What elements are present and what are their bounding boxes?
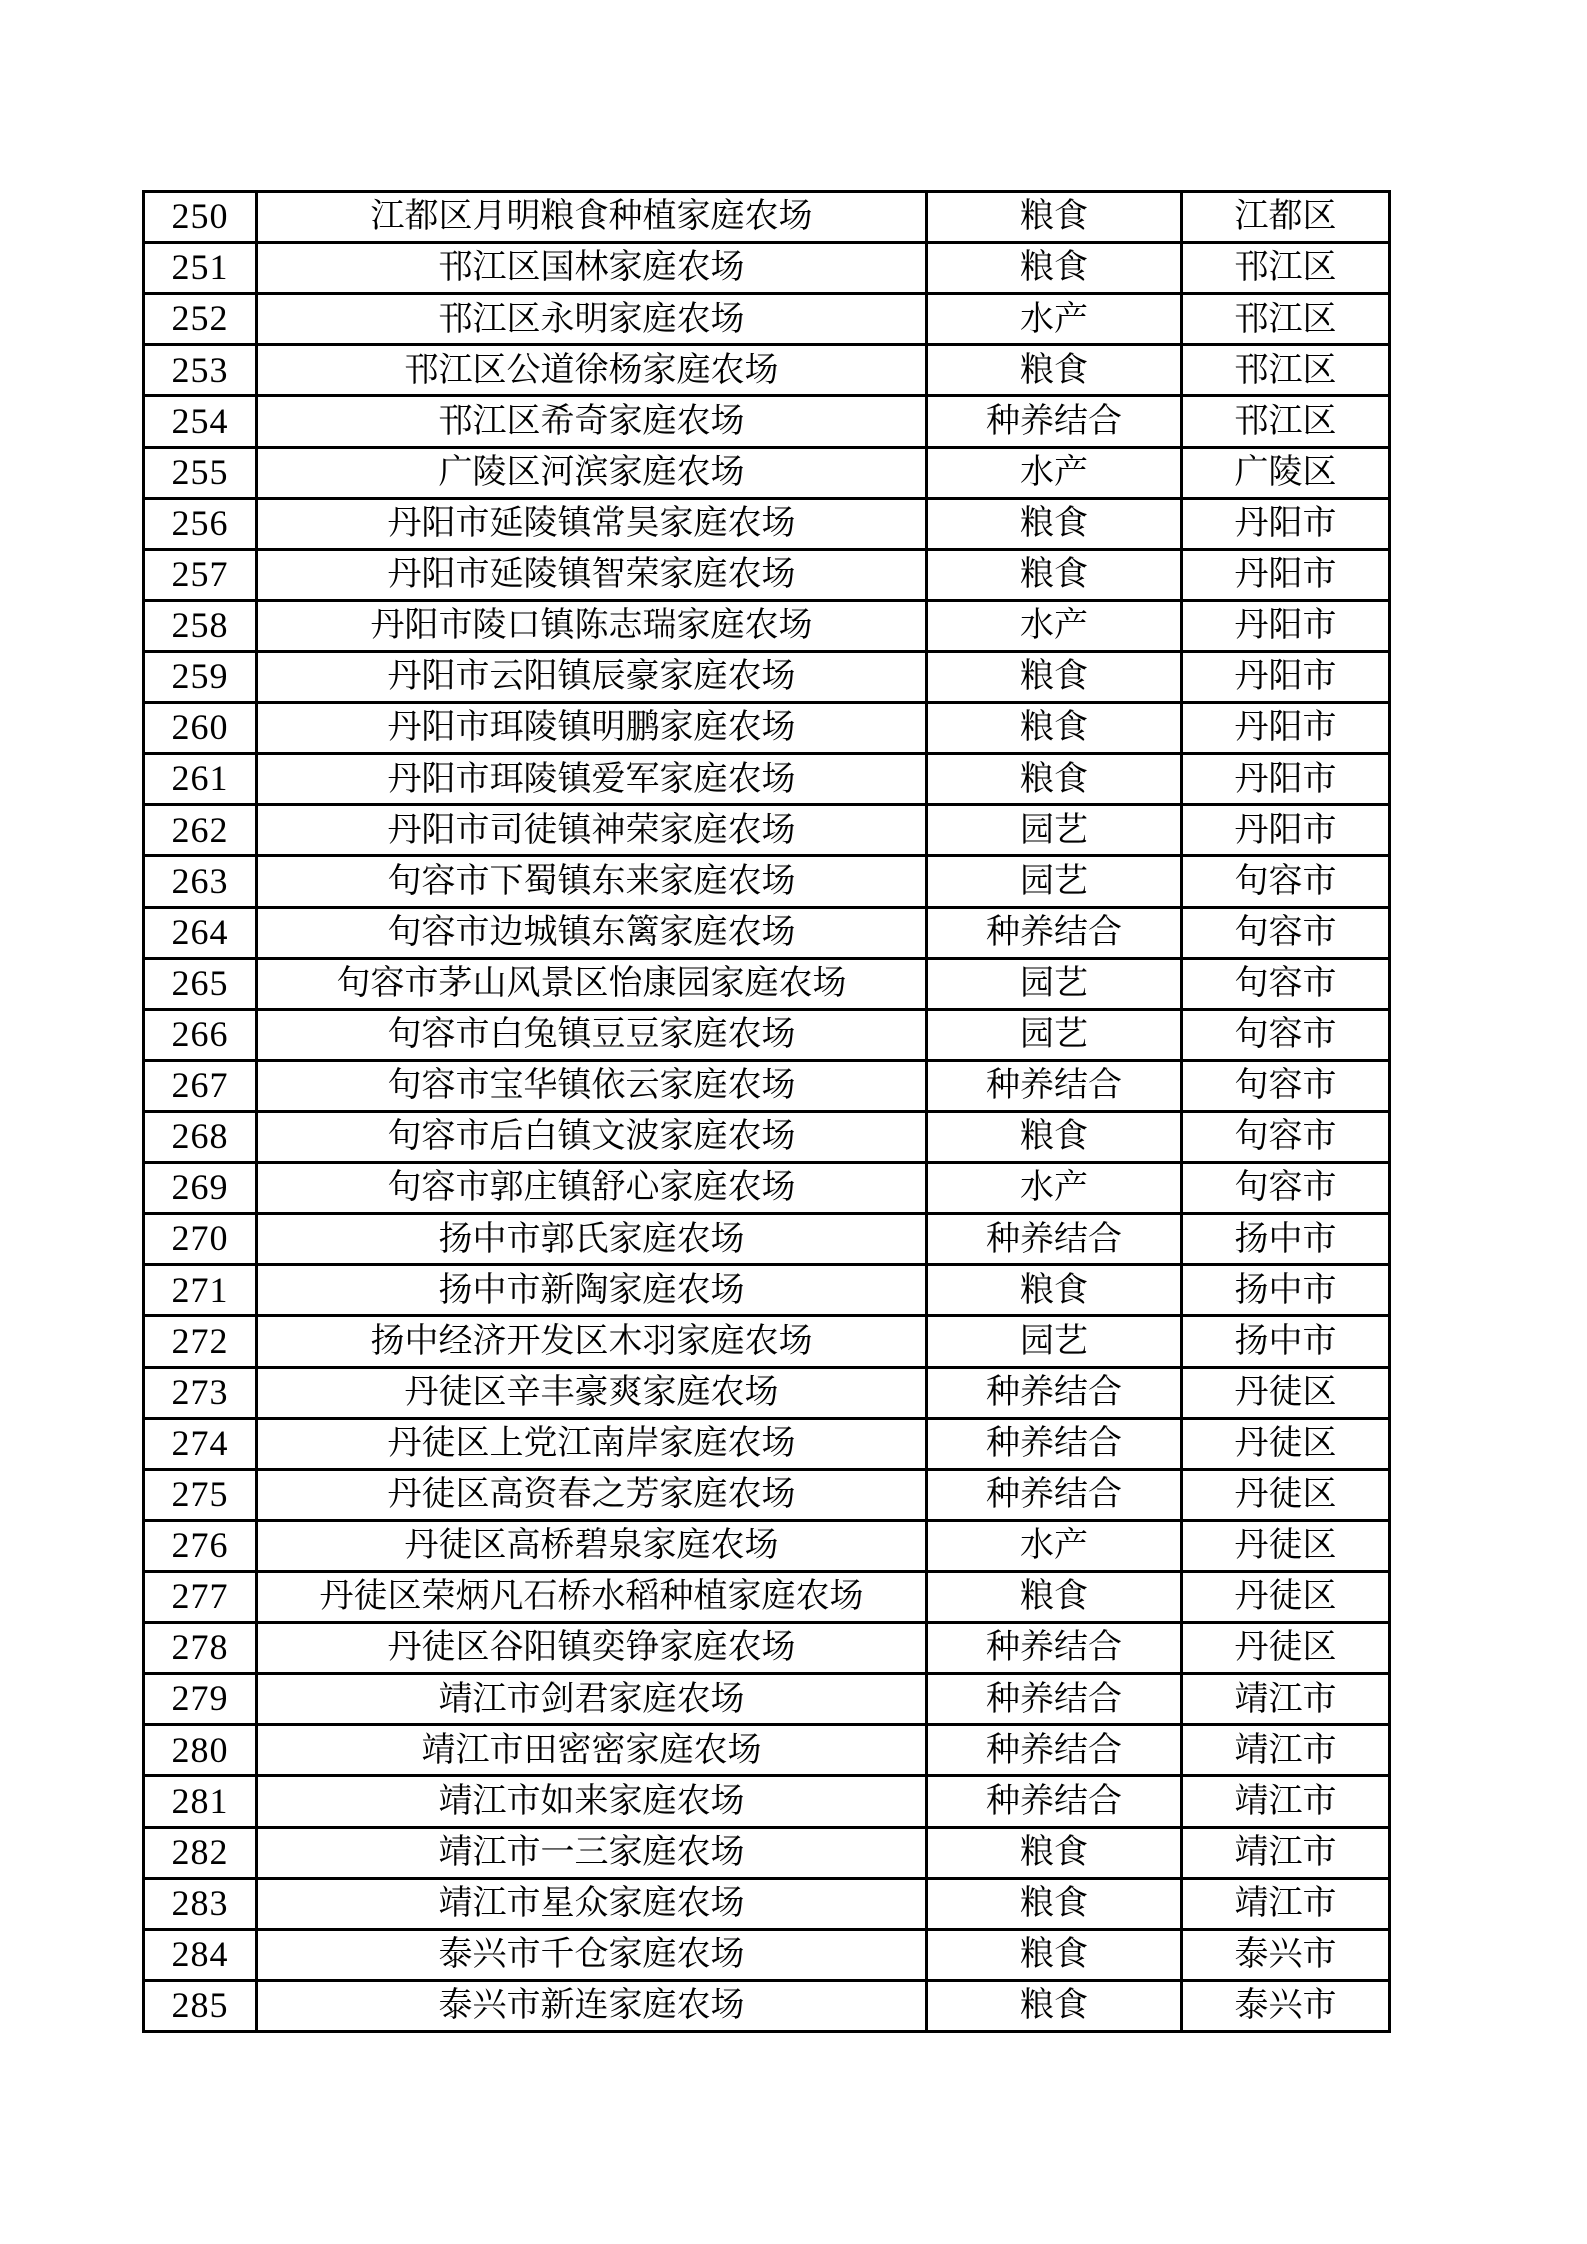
table-row <box>144 447 1390 498</box>
farm-name-cell: 丹阳市延陵镇常昊家庭农场 <box>257 498 927 549</box>
region-cell: 靖江市 <box>1182 1776 1390 1827</box>
row-number-cell: 282 <box>144 1827 257 1878</box>
row-number-cell: 274 <box>144 1418 257 1469</box>
table-row <box>144 243 1390 294</box>
table-row <box>144 1520 1390 1571</box>
table-row <box>144 1060 1390 1111</box>
type-cell: 水产 <box>927 447 1182 498</box>
type-cell: 粮食 <box>927 498 1182 549</box>
type-cell: 水产 <box>927 294 1182 345</box>
table-row <box>144 958 1390 1009</box>
table-row <box>144 754 1390 805</box>
farm-name-cell: 丹徒区辛丰豪爽家庭农场 <box>257 1367 927 1418</box>
type-cell: 园艺 <box>927 856 1182 907</box>
farm-name-cell: 邗江区国林家庭农场 <box>257 243 927 294</box>
type-cell: 粮食 <box>927 1111 1182 1162</box>
region-cell: 靖江市 <box>1182 1725 1390 1776</box>
table-row <box>144 1674 1390 1725</box>
table-row <box>144 1418 1390 1469</box>
table-row <box>144 1009 1390 1060</box>
row-number-cell: 272 <box>144 1316 257 1367</box>
table-row <box>144 498 1390 549</box>
region-cell: 句容市 <box>1182 1111 1390 1162</box>
region-cell: 泰兴市 <box>1182 1980 1390 2031</box>
row-number-cell: 271 <box>144 1265 257 1316</box>
farm-name-cell: 丹阳市延陵镇智荣家庭农场 <box>257 549 927 600</box>
region-cell: 丹徒区 <box>1182 1367 1390 1418</box>
type-cell: 园艺 <box>927 1009 1182 1060</box>
type-cell: 水产 <box>927 600 1182 651</box>
type-cell: 种养结合 <box>927 1776 1182 1827</box>
region-cell: 句容市 <box>1182 1009 1390 1060</box>
row-number-cell: 258 <box>144 600 257 651</box>
farm-name-cell: 丹阳市珥陵镇明鹏家庭农场 <box>257 703 927 754</box>
type-cell: 园艺 <box>927 958 1182 1009</box>
row-number-cell: 264 <box>144 907 257 958</box>
region-cell: 邗江区 <box>1182 396 1390 447</box>
table-row <box>144 703 1390 754</box>
table-row <box>144 1214 1390 1265</box>
farm-name-cell: 丹阳市陵口镇陈志瑞家庭农场 <box>257 600 927 651</box>
type-cell: 种养结合 <box>927 1623 1182 1674</box>
table-row <box>144 396 1390 447</box>
table-row <box>144 1776 1390 1827</box>
farm-name-cell: 扬中市新陶家庭农场 <box>257 1265 927 1316</box>
table-row <box>144 1367 1390 1418</box>
region-cell: 句容市 <box>1182 1060 1390 1111</box>
row-number-cell: 251 <box>144 243 257 294</box>
farm-name-cell: 邗江区公道徐杨家庭农场 <box>257 345 927 396</box>
farm-name-cell: 句容市宝华镇依云家庭农场 <box>257 1060 927 1111</box>
table-row <box>144 1571 1390 1622</box>
region-cell: 句容市 <box>1182 958 1390 1009</box>
table-row <box>144 1163 1390 1214</box>
row-number-cell: 263 <box>144 856 257 907</box>
farm-name-cell: 扬中经济开发区木羽家庭农场 <box>257 1316 927 1367</box>
row-number-cell: 259 <box>144 651 257 702</box>
type-cell: 粮食 <box>927 1929 1182 1980</box>
farm-name-cell: 泰兴市新连家庭农场 <box>257 1980 927 2031</box>
row-number-cell: 270 <box>144 1214 257 1265</box>
type-cell: 种养结合 <box>927 396 1182 447</box>
region-cell: 邗江区 <box>1182 345 1390 396</box>
row-number-cell: 284 <box>144 1929 257 1980</box>
table-row <box>144 1265 1390 1316</box>
region-cell: 丹阳市 <box>1182 805 1390 856</box>
farm-name-cell: 靖江市一三家庭农场 <box>257 1827 927 1878</box>
family-farm-table <box>142 190 1391 2033</box>
type-cell: 种养结合 <box>927 1060 1182 1111</box>
region-cell: 丹阳市 <box>1182 754 1390 805</box>
region-cell: 扬中市 <box>1182 1316 1390 1367</box>
region-cell: 句容市 <box>1182 1163 1390 1214</box>
row-number-cell: 262 <box>144 805 257 856</box>
row-number-cell: 261 <box>144 754 257 805</box>
farm-name-cell: 句容市郭庄镇舒心家庭农场 <box>257 1163 927 1214</box>
region-cell: 扬中市 <box>1182 1214 1390 1265</box>
type-cell: 种养结合 <box>927 907 1182 958</box>
region-cell: 丹阳市 <box>1182 549 1390 600</box>
farm-name-cell: 句容市白兔镇豆豆家庭农场 <box>257 1009 927 1060</box>
row-number-cell: 281 <box>144 1776 257 1827</box>
row-number-cell: 260 <box>144 703 257 754</box>
row-number-cell: 269 <box>144 1163 257 1214</box>
region-cell: 丹徒区 <box>1182 1571 1390 1622</box>
farm-name-cell: 丹徒区上党江南岸家庭农场 <box>257 1418 927 1469</box>
type-cell: 园艺 <box>927 805 1182 856</box>
type-cell: 种养结合 <box>927 1725 1182 1776</box>
table-row <box>144 1929 1390 1980</box>
table-row <box>144 1623 1390 1674</box>
type-cell: 粮食 <box>927 1980 1182 2031</box>
table-row <box>144 856 1390 907</box>
type-cell: 粮食 <box>927 703 1182 754</box>
row-number-cell: 266 <box>144 1009 257 1060</box>
table-row <box>144 805 1390 856</box>
table-row <box>144 1316 1390 1367</box>
table-row <box>144 1469 1390 1520</box>
farm-name-cell: 丹徒区高资春之芳家庭农场 <box>257 1469 927 1520</box>
type-cell: 粮食 <box>927 345 1182 396</box>
type-cell: 种养结合 <box>927 1367 1182 1418</box>
region-cell: 句容市 <box>1182 856 1390 907</box>
region-cell: 句容市 <box>1182 907 1390 958</box>
farm-name-cell: 句容市后白镇文波家庭农场 <box>257 1111 927 1162</box>
farm-name-cell: 丹阳市珥陵镇爱军家庭农场 <box>257 754 927 805</box>
row-number-cell: 280 <box>144 1725 257 1776</box>
row-number-cell: 250 <box>144 192 257 243</box>
farm-name-cell: 广陵区河滨家庭农场 <box>257 447 927 498</box>
row-number-cell: 276 <box>144 1520 257 1571</box>
type-cell: 水产 <box>927 1163 1182 1214</box>
row-number-cell: 273 <box>144 1367 257 1418</box>
table-row <box>144 1980 1390 2031</box>
region-cell: 靖江市 <box>1182 1674 1390 1725</box>
row-number-cell: 265 <box>144 958 257 1009</box>
row-number-cell: 252 <box>144 294 257 345</box>
farm-name-cell: 江都区月明粮食种植家庭农场 <box>257 192 927 243</box>
region-cell: 泰兴市 <box>1182 1929 1390 1980</box>
type-cell: 粮食 <box>927 1265 1182 1316</box>
farm-name-cell: 靖江市剑君家庭农场 <box>257 1674 927 1725</box>
type-cell: 粮食 <box>927 192 1182 243</box>
type-cell: 园艺 <box>927 1316 1182 1367</box>
type-cell: 粮食 <box>927 754 1182 805</box>
type-cell: 种养结合 <box>927 1214 1182 1265</box>
table-row <box>144 549 1390 600</box>
row-number-cell: 285 <box>144 1980 257 2031</box>
row-number-cell: 256 <box>144 498 257 549</box>
farm-name-cell: 丹徒区高桥碧泉家庭农场 <box>257 1520 927 1571</box>
farm-name-cell: 靖江市如来家庭农场 <box>257 1776 927 1827</box>
region-cell: 靖江市 <box>1182 1878 1390 1929</box>
region-cell: 邗江区 <box>1182 243 1390 294</box>
farm-name-cell: 泰兴市千仓家庭农场 <box>257 1929 927 1980</box>
farm-name-cell: 丹阳市司徒镇神荣家庭农场 <box>257 805 927 856</box>
row-number-cell: 268 <box>144 1111 257 1162</box>
farm-name-cell: 邗江区希奇家庭农场 <box>257 396 927 447</box>
type-cell: 水产 <box>927 1520 1182 1571</box>
type-cell: 粮食 <box>927 1827 1182 1878</box>
region-cell: 靖江市 <box>1182 1827 1390 1878</box>
row-number-cell: 275 <box>144 1469 257 1520</box>
table-row <box>144 907 1390 958</box>
table-row <box>144 345 1390 396</box>
region-cell: 丹徒区 <box>1182 1469 1390 1520</box>
table-row <box>144 192 1390 243</box>
farm-name-cell: 靖江市星众家庭农场 <box>257 1878 927 1929</box>
farm-name-cell: 句容市下蜀镇东来家庭农场 <box>257 856 927 907</box>
row-number-cell: 253 <box>144 345 257 396</box>
region-cell: 广陵区 <box>1182 447 1390 498</box>
row-number-cell: 277 <box>144 1571 257 1622</box>
table-row <box>144 1725 1390 1776</box>
region-cell: 丹阳市 <box>1182 651 1390 702</box>
row-number-cell: 255 <box>144 447 257 498</box>
region-cell: 扬中市 <box>1182 1265 1390 1316</box>
type-cell: 粮食 <box>927 1878 1182 1929</box>
type-cell: 种养结合 <box>927 1674 1182 1725</box>
table-row <box>144 1878 1390 1929</box>
type-cell: 种养结合 <box>927 1469 1182 1520</box>
farm-name-cell: 句容市边城镇东篱家庭农场 <box>257 907 927 958</box>
type-cell: 粮食 <box>927 1571 1182 1622</box>
table-row <box>144 651 1390 702</box>
farm-name-cell: 丹徒区谷阳镇奕铮家庭农场 <box>257 1623 927 1674</box>
row-number-cell: 283 <box>144 1878 257 1929</box>
table-row <box>144 1827 1390 1878</box>
region-cell: 丹阳市 <box>1182 703 1390 754</box>
region-cell: 江都区 <box>1182 192 1390 243</box>
type-cell: 粮食 <box>927 651 1182 702</box>
farm-name-cell: 扬中市郭氏家庭农场 <box>257 1214 927 1265</box>
region-cell: 丹阳市 <box>1182 498 1390 549</box>
farm-name-cell: 丹徒区荣炳凡石桥水稻种植家庭农场 <box>257 1571 927 1622</box>
farm-name-cell: 靖江市田密密家庭农场 <box>257 1725 927 1776</box>
region-cell: 邗江区 <box>1182 294 1390 345</box>
farm-name-cell: 丹阳市云阳镇辰豪家庭农场 <box>257 651 927 702</box>
region-cell: 丹阳市 <box>1182 600 1390 651</box>
row-number-cell: 257 <box>144 549 257 600</box>
region-cell: 丹徒区 <box>1182 1623 1390 1674</box>
table-row <box>144 294 1390 345</box>
region-cell: 丹徒区 <box>1182 1418 1390 1469</box>
table-row <box>144 1111 1390 1162</box>
farm-name-cell: 句容市茅山风景区怡康园家庭农场 <box>257 958 927 1009</box>
type-cell: 粮食 <box>927 243 1182 294</box>
farm-table-body <box>144 192 1390 2032</box>
row-number-cell: 267 <box>144 1060 257 1111</box>
type-cell: 种养结合 <box>927 1418 1182 1469</box>
farm-name-cell: 邗江区永明家庭农场 <box>257 294 927 345</box>
region-cell: 丹徒区 <box>1182 1520 1390 1571</box>
row-number-cell: 279 <box>144 1674 257 1725</box>
row-number-cell: 254 <box>144 396 257 447</box>
table-row <box>144 600 1390 651</box>
type-cell: 粮食 <box>927 549 1182 600</box>
row-number-cell: 278 <box>144 1623 257 1674</box>
